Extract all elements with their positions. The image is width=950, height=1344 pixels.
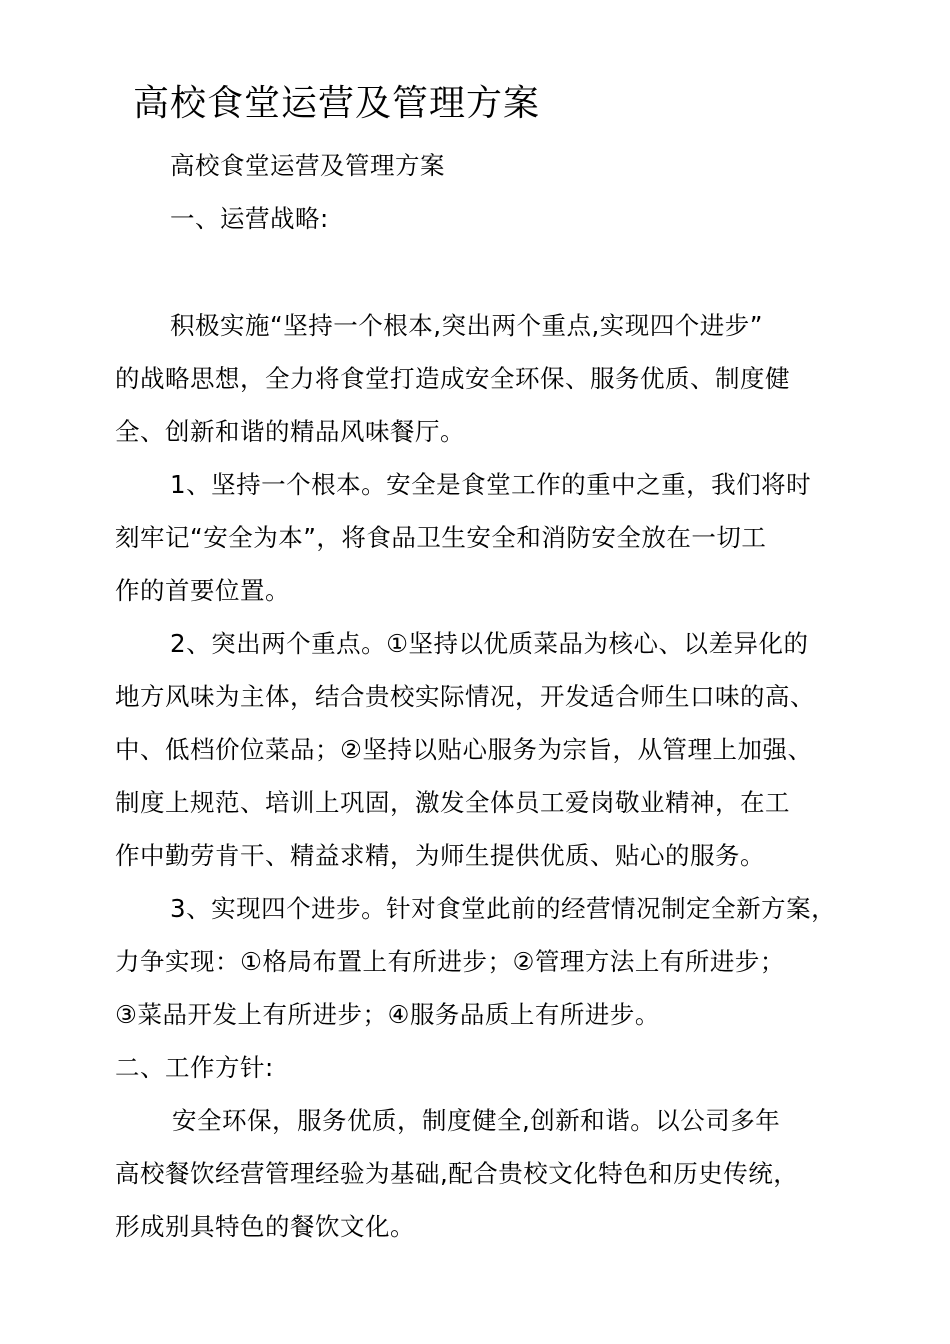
paragraph-line: 2、突出两个重点。①坚持以优质菜品为核心、以差异化的 — [170, 629, 809, 658]
paragraph-line: 作的首要位置。 — [115, 576, 290, 605]
paragraph-line: 的战略思想，全力将食堂打造成安全环保、服务优质、制度健 — [115, 364, 790, 393]
paragraph-line: 地方风味为主体，结合贵校实际情况，开发适合师生口味的高、 — [115, 682, 815, 711]
paragraph-line: 力争实现：①格局布置上有所进步；②管理方法上有所进步； — [115, 947, 785, 976]
paragraph-line: 形成别具特色的餐饮文化。 — [115, 1212, 415, 1241]
paragraph-line: 中、低档价位菜品；②坚持以贴心服务为宗旨，从管理上加强、 — [115, 735, 813, 764]
section-heading-strategy: 一、运营战略: — [170, 204, 329, 233]
section-heading-policy: 二、工作方针: — [115, 1053, 274, 1082]
paragraph-line: 全、创新和谐的精品风味餐厅。 — [115, 417, 465, 446]
paragraph-line: 1、坚持一个根本。安全是食堂工作的重中之重，我们将时 — [170, 470, 812, 499]
paragraph-line: 安全环保，服务优质，制度健全,创新和谐。以公司多年 — [172, 1106, 781, 1135]
paragraph-line: 刻牢记“安全为本”，将食品卫生安全和消防安全放在一切工 — [115, 523, 767, 552]
paragraph-line: 3、实现四个进步。针对食堂此前的经营情况制定全新方案， — [170, 894, 837, 923]
paragraph-line: 积极实施“坚持一个根本,突出两个重点,实现四个进步” — [170, 311, 763, 340]
document-subtitle: 高校食堂运营及管理方案 — [170, 151, 445, 180]
document-title: 高校食堂运营及管理方案 — [133, 83, 541, 124]
paragraph-line: 作中勤劳肯干、精益求精，为师生提供优质、贴心的服务。 — [115, 841, 765, 870]
paragraph-line: ③菜品开发上有所进步；④服务品质上有所进步。 — [115, 1000, 660, 1029]
paragraph-line: 高校餐饮经营管理经验为基础,配合贵校文化特色和历史传统， — [115, 1159, 799, 1188]
paragraph-line: 制度上规范、培训上巩固，激发全体员工爱岗敬业精神，在工 — [115, 788, 790, 817]
